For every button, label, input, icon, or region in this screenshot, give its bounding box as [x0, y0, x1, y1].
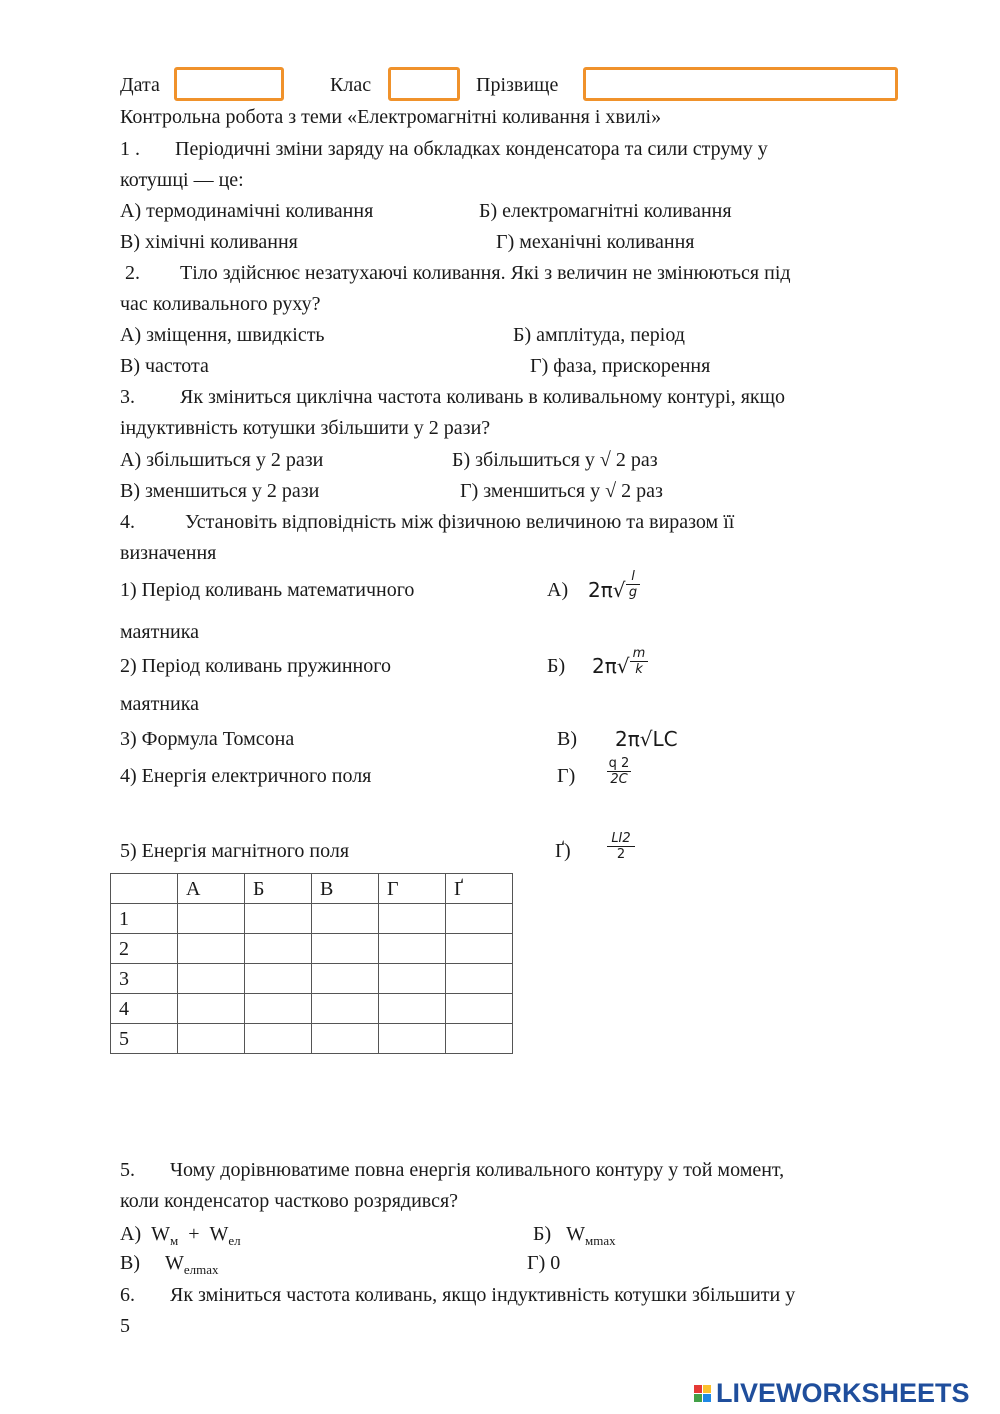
q1-option-g: Г) механічні коливання: [496, 231, 695, 253]
formula-pendulum-den: g: [628, 585, 638, 600]
q3-option-a: А) збільшиться у 2 рази: [120, 449, 324, 471]
formula-electric-energy: [607, 756, 631, 787]
answer-cell[interactable]: [379, 964, 446, 994]
q4-letter-b: Б): [547, 655, 566, 677]
row-label: 4: [111, 994, 178, 1024]
table-row: [111, 994, 513, 1024]
answer-cell[interactable]: [379, 1024, 446, 1054]
q3-option-v: В) зменшиться у 2 рази: [120, 480, 320, 502]
q5-v-prefix: В) W: [120, 1252, 184, 1274]
q4-item-5: 5) Енергія магнітного поля: [120, 840, 350, 862]
table-row: [111, 964, 513, 994]
class-label: Клас: [330, 74, 372, 96]
q5-a-mid: + W: [178, 1223, 229, 1245]
formula-spring-den: k: [635, 662, 643, 677]
answer-cell[interactable]: [178, 934, 245, 964]
answer-cell[interactable]: [446, 964, 513, 994]
answer-cell[interactable]: [245, 964, 312, 994]
q2-option-a: А) зміщення, швидкість: [120, 324, 325, 346]
answer-cell[interactable]: [446, 994, 513, 1024]
q4-item-4: 4) Енергія електричного поля: [120, 765, 372, 787]
surname-input[interactable]: [583, 67, 898, 101]
table-header-row: [111, 874, 513, 904]
formula-thomson: 2π√LC: [615, 727, 678, 751]
q5-option-b: [533, 1222, 616, 1253]
q1-option-b: Б) електромагнітні коливання: [479, 200, 732, 222]
answer-cell[interactable]: [379, 904, 446, 934]
answer-cell[interactable]: [178, 1024, 245, 1054]
q3-text-line1: 3. Як зміниться циклічна частота коливань в коливальному контурі, якщо: [120, 386, 786, 408]
answer-cell[interactable]: [178, 964, 245, 994]
q5-v-sub: елmax: [183, 1262, 219, 1277]
formula-magnetic-energy: [607, 831, 635, 862]
answer-cell[interactable]: [245, 904, 312, 934]
q2-option-b: Б) амплітуда, період: [513, 324, 685, 346]
table-row: [111, 1024, 513, 1054]
q5-option-a: [120, 1222, 241, 1253]
table-header-cell: Б: [245, 874, 312, 904]
q4-item-1-cont: маятника: [120, 621, 200, 643]
answer-cell[interactable]: [312, 964, 379, 994]
row-label: 2: [111, 934, 178, 964]
q4-item-2: 2) Період коливань пружинного: [120, 655, 391, 677]
q4-item-2-cont: маятника: [120, 693, 200, 715]
logo-square-green: [694, 1394, 702, 1402]
answer-cell[interactable]: [446, 904, 513, 934]
formula-spring-num: m: [632, 646, 646, 661]
row-label: 3: [111, 964, 178, 994]
formula-pendulum-num: l: [631, 569, 635, 584]
q5-a-sub1: м: [169, 1233, 179, 1248]
date-input[interactable]: [174, 67, 284, 101]
table-header-cell: А: [178, 874, 245, 904]
q6-text-line1: 6. Як зміниться частота коливань, якщо індуктивність котушки збільшити у: [120, 1284, 796, 1306]
q5-b-sub: мmax: [585, 1233, 616, 1248]
answer-cell[interactable]: [379, 934, 446, 964]
table-header-cell: Г: [379, 874, 446, 904]
q3-option-b: Б) збільшиться у √ 2 раз: [452, 449, 658, 471]
answer-cell[interactable]: [245, 994, 312, 1024]
q4-letter-a: А): [547, 579, 569, 601]
answer-cell[interactable]: [312, 904, 379, 934]
table-row: [111, 904, 513, 934]
answer-cell[interactable]: [178, 904, 245, 934]
logo-text: LIVEWORKSHEETS: [716, 1378, 970, 1408]
page-title: Контрольна робота з теми «Електромагнітні коливання і хвилі»: [120, 106, 662, 128]
q4-letter-g: Г): [557, 765, 576, 787]
answer-cell[interactable]: [379, 994, 446, 1024]
q4-text-line2: визначення: [120, 542, 217, 564]
q4-item-3: 3) Формула Томсона: [120, 728, 295, 750]
logo-square-yellow: [703, 1385, 711, 1393]
q4-letter-v: В): [557, 728, 577, 750]
answer-cell[interactable]: [446, 934, 513, 964]
q5-a-prefix: А) W: [120, 1223, 170, 1245]
answer-cell[interactable]: [245, 934, 312, 964]
formula-spring-prefix: 2π√: [592, 654, 630, 678]
q5-b-prefix: Б) W: [533, 1223, 586, 1245]
answer-cell[interactable]: [312, 934, 379, 964]
answer-cell[interactable]: [312, 994, 379, 1024]
q5-text-line2: коли конденсатор частково розрядився?: [120, 1190, 459, 1212]
answer-cell[interactable]: [446, 1024, 513, 1054]
answer-cell[interactable]: [245, 1024, 312, 1054]
answer-cell[interactable]: [312, 1024, 379, 1054]
formula-magnetic-den: 2: [616, 847, 626, 862]
q4-text-line1: 4. Установіть відповідність між фізичною величиною та виразом її: [120, 511, 735, 533]
q2-text-line2: час коливального руху?: [120, 293, 321, 315]
answer-table: [110, 873, 513, 1054]
q1-option-v: В) хімічні коливання: [120, 231, 298, 253]
q5-a-sub2: ел: [228, 1233, 241, 1248]
logo-square-blue: [703, 1394, 711, 1402]
q3-option-g: Г) зменшиться у √ 2 раз: [460, 480, 663, 502]
logo-square-red: [694, 1385, 702, 1393]
q2-option-v: В) частота: [120, 355, 209, 377]
formula-electric-num: q 2: [608, 756, 630, 771]
surname-label: Прізвище: [476, 74, 559, 96]
logo-mark-icon: [694, 1385, 711, 1402]
q1-text-line2: котушці — це:: [120, 169, 244, 191]
q6-text-line2: 5: [120, 1315, 130, 1337]
row-label: 1: [111, 904, 178, 934]
table-header-cell: Ґ: [446, 874, 513, 904]
liveworksheets-logo: [694, 1378, 970, 1409]
table-header-cell: [111, 874, 178, 904]
row-label: 5: [111, 1024, 178, 1054]
q1-option-a: А) термодинамічні коливання: [120, 200, 374, 222]
q2-text-line1: 2. Тіло здійснює незатухаючі коливання. Які з величин не змінюються під: [120, 262, 791, 284]
formula-electric-den: 2C: [610, 772, 628, 787]
formula-pendulum-prefix: 2π√: [588, 578, 626, 602]
formula-pendulum-fraction: [626, 569, 640, 600]
q4-item-1: 1) Період коливань математичного: [120, 579, 415, 601]
answer-cell[interactable]: [178, 994, 245, 1024]
formula-spring-fraction: [630, 646, 648, 677]
q1-text-line1: 1 . Періодичні зміни заряду на обкладках конденсатора та сили струму у: [120, 138, 768, 160]
date-label: Дата: [120, 74, 160, 96]
q3-text-line2: індуктивність котушки збільшити у 2 рази?: [120, 417, 491, 439]
q2-option-g: Г) фаза, прискорення: [530, 355, 711, 377]
q5-option-v: [120, 1251, 219, 1282]
table-row: [111, 934, 513, 964]
q5-option-g: Г) 0: [527, 1252, 561, 1274]
class-input[interactable]: [388, 67, 460, 101]
q4-letter-g2: Ґ): [555, 840, 571, 862]
q5-text-line1: 5. Чому дорівнюватиме повна енергія коливального контуру у той момент,: [120, 1159, 785, 1181]
table-header-cell: В: [312, 874, 379, 904]
formula-magnetic-num: LI2: [611, 831, 631, 846]
